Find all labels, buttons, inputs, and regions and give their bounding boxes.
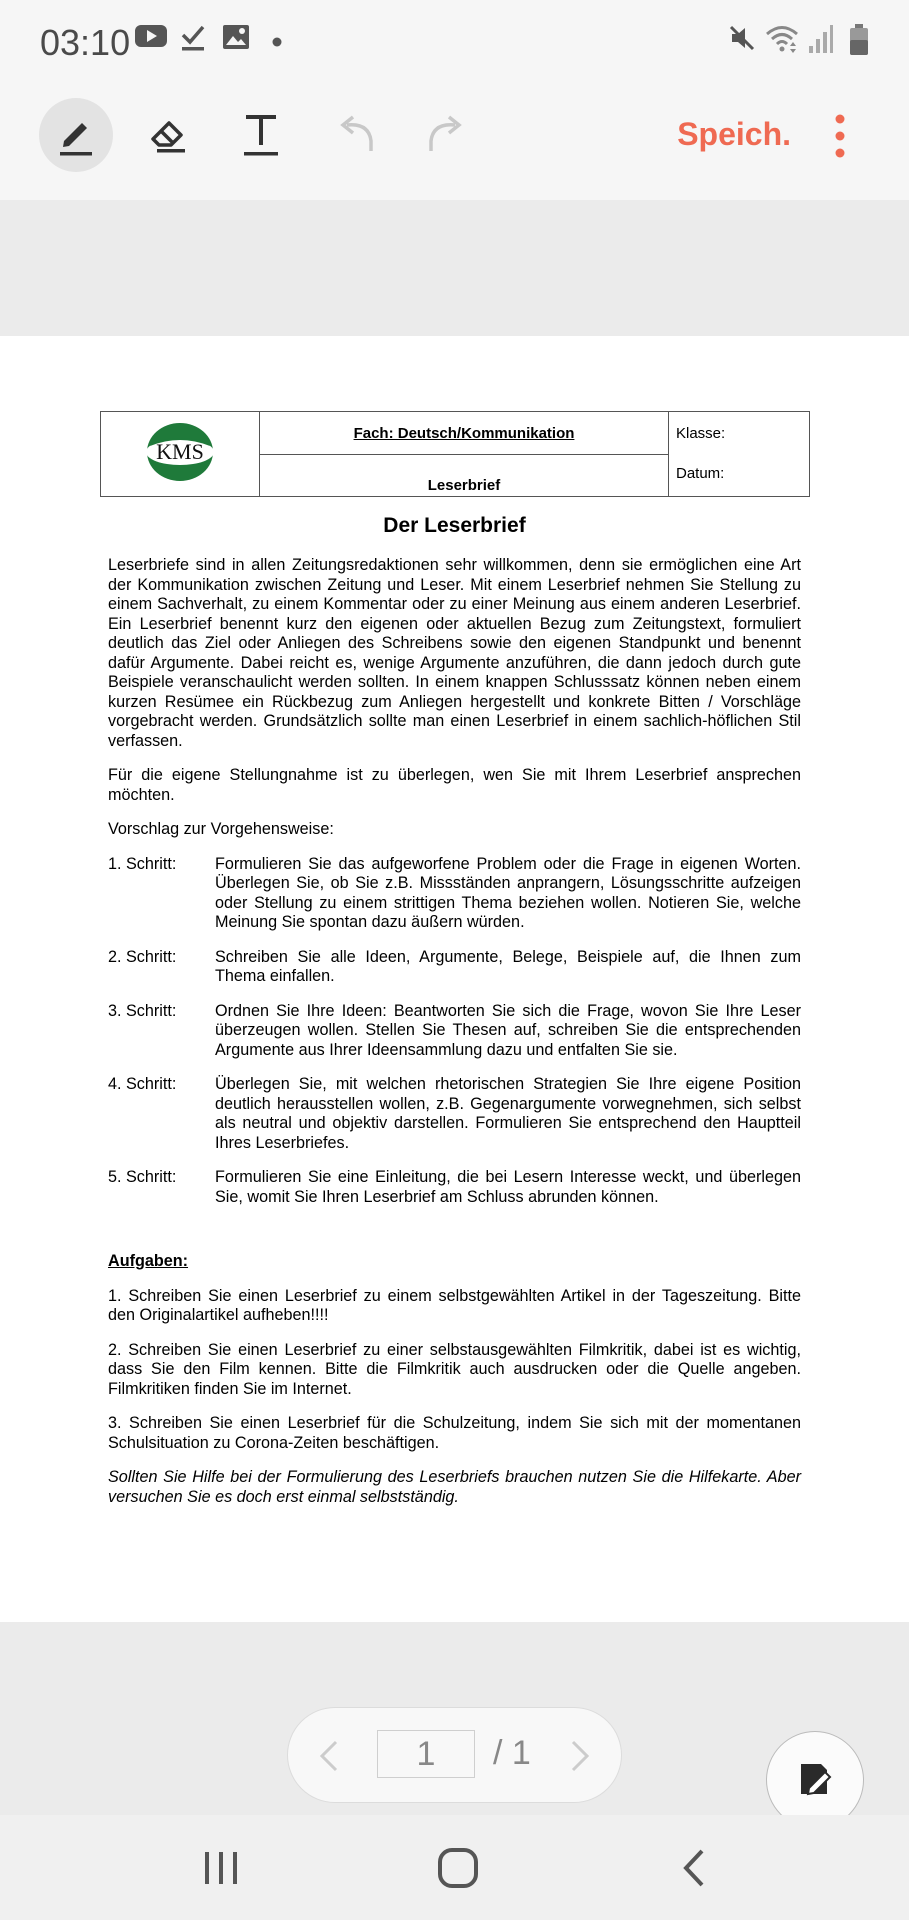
dot-icon bbox=[272, 37, 282, 47]
undo-button[interactable] bbox=[318, 98, 392, 172]
undo-icon bbox=[333, 115, 377, 155]
back-icon[interactable] bbox=[670, 1843, 720, 1893]
system-navigation-bar bbox=[0, 1815, 909, 1920]
mute-icon bbox=[728, 24, 756, 52]
step-label: 1. Schritt: bbox=[108, 854, 177, 873]
step-item bbox=[108, 855, 801, 933]
document-page[interactable] bbox=[0, 336, 909, 1622]
step-label: 2. Schritt: bbox=[108, 947, 177, 966]
redo-icon bbox=[425, 115, 469, 155]
pen-tool-button[interactable] bbox=[39, 98, 113, 172]
document-body bbox=[108, 556, 801, 1522]
intro-paragraph: Für die eigene Stellungnahme ist zu überlegen, wen Sie mit Ihrem Leserbrief ansprechen möchten. bbox=[108, 766, 801, 804]
recent-apps-icon[interactable] bbox=[196, 1843, 246, 1893]
step-label: 3. Schritt: bbox=[108, 1001, 177, 1020]
next-page-button[interactable] bbox=[559, 1736, 599, 1776]
step-label: 5. Schritt: bbox=[108, 1168, 177, 1186]
eraser-icon bbox=[145, 113, 191, 157]
school-logo bbox=[101, 412, 260, 497]
step-text: Formulieren Sie eine Einleitung, die bei Lesern Interesse weckt, und überlegen Sie, womit Sie Ihren Leserbrief am Schluss abrunden können. bbox=[215, 1168, 801, 1206]
text-tool-button[interactable] bbox=[224, 98, 298, 172]
step-text: Formulieren Sie das aufgeworfene Problem oder die Frage in eigenen Worten. Überlegen Sie, ob Sie z.B. Missständen anprangern, Lösungsschritte aufzeigen oder Stellung zu einem strittigen Thema beziehen wollen. Notieren Sie, welche Meinung Sie spontan dazu äußern würden. bbox=[215, 854, 801, 931]
status-bar bbox=[0, 0, 909, 72]
intro-paragraph: Leserbriefe sind in allen Zeitungsredaktionen sehr willkommen, denn sie ermöglichen eine Art der Kommunikation zwischen Zeitung und Leser. Mit einem Leserbrief nehmen Sie Stellung zu einem Sachverhalt, zu einem Kommentar oder zu einer Meinung aus einem anderen Leserbrief. Ein Leserbrief benennt kurz den eigenen oder aktuellen Bezug zum Zeitungstext, formuliert deutlich das Ziel oder Anliegen des Schreibens sowie den eigenen Standpunkt und benennt dafür Argumente. Dabei reicht es, wenige Argumente anzuführen, die dann jedoch durch gute Beispiele veranschaulicht werden sollten. In einem knappen Schlusssatz können neben einem kurzen Resümee ein Rückbezug zum Anliegen hergestellt und konkrete Bitten / Vorschläge vorgebracht werden. Grundsätzlich sollte man einen Leserbrief in einem sachlich-höflichen Stil verfassen. bbox=[108, 556, 801, 750]
step-text: Schreiben Sie alle Ideen, Argumente, Belege, Beispiele auf, die Ihnen zum Thema einfallen. bbox=[215, 947, 801, 985]
page-total: / 1 bbox=[493, 1734, 531, 1772]
status-time: 03:10 bbox=[40, 22, 131, 63]
annotation-toolbar bbox=[0, 72, 909, 200]
redo-button[interactable] bbox=[410, 98, 484, 172]
more-options-icon[interactable] bbox=[825, 112, 855, 162]
task-item: 2. Schreiben Sie einen Leserbrief zu einer selbstausgewählten Filmkritik, dabei ist es wichtig, dass Sie den Film kennen. Bitte die Filmkritik auch ausdrucken oder die Quelle angeben. Filmkritiken finden Sie im Internet. bbox=[108, 1340, 801, 1398]
klasse-label: Klasse: bbox=[676, 425, 726, 442]
closing-note: Sollten Sie Hilfe bei der Formulierung des Leserbriefs brauchen nutzen Sie die Hilfekarte. Aber versuchen Sie es doch erst einmal selbstständig. bbox=[108, 1468, 801, 1506]
class-date-cell bbox=[669, 412, 810, 497]
battery-icon bbox=[849, 24, 869, 56]
topic-field: Leserbrief bbox=[260, 455, 669, 497]
document-header-table bbox=[100, 411, 810, 497]
step-item bbox=[108, 1075, 801, 1153]
eraser-tool-button[interactable] bbox=[131, 98, 205, 172]
check-download-icon bbox=[180, 24, 206, 52]
youtube-icon bbox=[135, 24, 167, 48]
datum-label: Datum: bbox=[676, 465, 725, 482]
image-icon bbox=[222, 24, 250, 50]
document-margin bbox=[0, 200, 909, 336]
pen-icon bbox=[54, 113, 98, 157]
task-item: 1. Schreiben Sie einen Leserbrief zu einem selbstgewählten Artikel in der Tageszeitung. Bitte den Originalartikel aufheben!!!! bbox=[108, 1286, 801, 1324]
task-item: 3. Schreiben Sie einen Leserbrief für die Schulzeitung, indem Sie sich mit der momentanen Schulsituation zu Corona-Zeiten beschäftigen. bbox=[108, 1414, 801, 1452]
step-label: 4. Schritt: bbox=[108, 1075, 177, 1093]
subject-field: Fach: Deutsch/Kommunikation bbox=[260, 412, 669, 455]
text-icon bbox=[239, 111, 283, 159]
home-icon[interactable] bbox=[433, 1843, 483, 1893]
page-number-input[interactable]: 1 bbox=[377, 1730, 475, 1778]
intro-paragraph: Vorschlag zur Vorgehensweise: bbox=[108, 820, 334, 838]
logo-text: KMS bbox=[156, 439, 204, 464]
kms-logo-icon bbox=[144, 421, 216, 483]
page-navigator bbox=[287, 1707, 622, 1803]
step-item bbox=[108, 1168, 801, 1207]
signal-icon bbox=[808, 24, 834, 54]
wifi-icon bbox=[765, 24, 801, 54]
step-item bbox=[108, 948, 801, 987]
edit-document-icon bbox=[795, 1760, 835, 1800]
previous-page-button[interactable] bbox=[310, 1736, 350, 1776]
step-item bbox=[108, 1002, 801, 1061]
step-text: Überlegen Sie, mit welchen rhetorischen Strategien Sie Ihre eigene Position deutlich herausstellen wollen, z.B. Gegenargumente vorwegnehmen, sich selbst als neutral und objektiv darstellen. Formulieren Sie entsprechend den Hauptteil Ihres Leserbriefes. bbox=[215, 1075, 801, 1152]
document-title: Der Leserbrief bbox=[383, 514, 526, 537]
save-button[interactable]: Speich. bbox=[677, 116, 791, 152]
step-text: Ordnen Sie Ihre Ideen: Beantworten Sie sich die Frage, wovon Sie Ihre Leser überzeugen wollen. Stellen Sie Thesen auf, schreiben Sie die entsprechenden Argumente aus Ihrer Ideensammlung dazu und entfalten Sie sie. bbox=[215, 1001, 801, 1059]
tasks-heading: Aufgaben: bbox=[108, 1252, 189, 1270]
